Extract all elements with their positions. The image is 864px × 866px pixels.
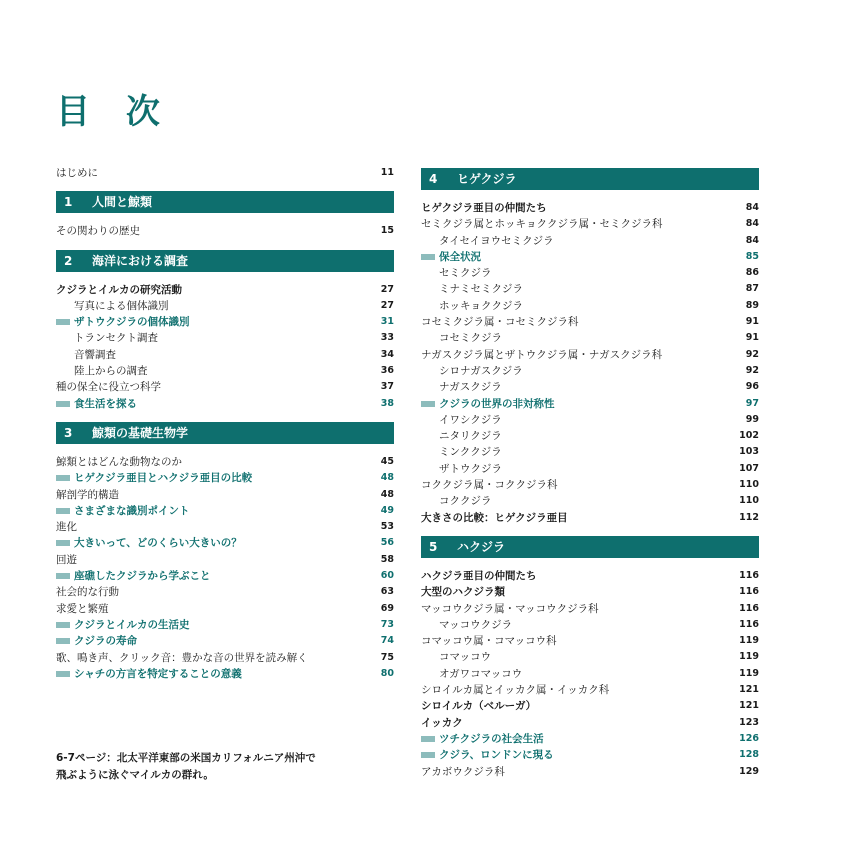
- entry-label: 保全状況: [421, 249, 481, 265]
- entry-page: 116: [739, 586, 759, 598]
- entry-page: 84: [745, 234, 759, 246]
- entry-label: 座礁したクジラから学ぶこと: [56, 568, 211, 584]
- toc-left-column: [56, 165, 394, 682]
- entry-page: 121: [739, 700, 759, 712]
- entry-label: クジラとイルカの研究活動: [56, 283, 182, 296]
- entry-page: 31: [380, 316, 394, 328]
- toc-entry[interactable]: [421, 314, 759, 330]
- entry-page: 11: [380, 167, 394, 178]
- entry-page: 119: [739, 651, 759, 663]
- entry-label: 解剖学的構造: [56, 488, 119, 501]
- toc-entry-feature[interactable]: [56, 503, 394, 519]
- entry-page: 119: [739, 667, 759, 679]
- entry-page: 27: [380, 299, 394, 311]
- entry-page: 103: [739, 446, 759, 458]
- entry-page: 63: [380, 586, 394, 598]
- entry-page: 53: [380, 521, 394, 533]
- toc-entry-feature[interactable]: [56, 396, 394, 412]
- entry-label: コククジラ: [439, 495, 492, 508]
- entry-page: 116: [739, 602, 759, 614]
- entry-page: 87: [745, 283, 759, 295]
- entry-label: 音響調査: [74, 348, 116, 361]
- entry-page: 69: [380, 602, 394, 614]
- entry-label: イワシクジラ: [439, 413, 502, 426]
- entry-page: 85: [745, 250, 759, 262]
- entry-page: 48: [380, 488, 394, 500]
- entry-label: 求愛と繁殖: [56, 602, 109, 615]
- entry-page: 33: [380, 332, 394, 344]
- section-header-2[interactable]: [56, 250, 394, 272]
- entry-label: セミクジラ属とホッキョククジラ属・セミクジラ科: [421, 218, 663, 231]
- page-title: 目 次: [56, 92, 172, 132]
- toc-entry[interactable]: [421, 281, 759, 297]
- entry-label: ナガスクジラ属とザトウクジラ属・ナガスクジラ科: [421, 348, 663, 361]
- entry-label: クジラの寿命: [56, 633, 137, 649]
- entry-label: ミナミセミクジラ: [439, 283, 523, 296]
- entry-label: 大きいって、どのくらい大きいの？: [56, 535, 242, 551]
- entry-page: 91: [745, 316, 759, 328]
- toc-entry[interactable]: [421, 265, 759, 281]
- entry-page: 123: [739, 716, 759, 728]
- toc-entry-feature[interactable]: [56, 470, 394, 486]
- entry-label: 歌、鳴き声、クリック音：豊かな音の世界を読み解く: [56, 651, 308, 664]
- toc-entry[interactable]: [421, 698, 759, 714]
- entry-page: 97: [745, 397, 759, 409]
- toc-entry[interactable]: [421, 682, 759, 698]
- toc-right-column: [421, 168, 759, 780]
- toc-entry[interactable]: [56, 330, 394, 346]
- entry-label: ニタリクジラ: [439, 430, 502, 443]
- entry-label: コセミクジラ属・コセミクジラ科: [421, 316, 579, 329]
- toc-entry-feature[interactable]: [56, 568, 394, 584]
- entry-page: 92: [745, 364, 759, 376]
- entry-page: 96: [745, 381, 759, 393]
- toc-entry[interactable]: [421, 601, 759, 617]
- toc-entry[interactable]: [421, 764, 759, 780]
- entry-label: 大型のハクジラ類: [421, 586, 505, 599]
- entry-page: 92: [745, 348, 759, 360]
- toc-entry[interactable]: [421, 617, 759, 633]
- entry-page: 58: [380, 553, 394, 565]
- entry-page: 49: [380, 504, 394, 516]
- entry-label: マッコウクジラ: [439, 618, 513, 631]
- entry-label: さまざまな識別ポイント: [56, 503, 190, 519]
- entry-label: シロナガスクジラ: [439, 364, 523, 377]
- toc-entry-feature[interactable]: [56, 535, 394, 551]
- section-number: 2: [64, 253, 73, 268]
- entry-label: シロイルカ（ベルーガ）: [421, 700, 537, 713]
- section-header-1[interactable]: [56, 191, 394, 213]
- entry-page: 126: [739, 732, 759, 744]
- toc-entry[interactable]: [421, 347, 759, 363]
- entry-page: 45: [380, 455, 394, 467]
- toc-entry[interactable]: [421, 461, 759, 477]
- toc-entry[interactable]: [421, 666, 759, 682]
- toc-entry[interactable]: [421, 216, 759, 232]
- photo-caption: [56, 750, 316, 784]
- toc-entry[interactable]: [421, 649, 759, 665]
- caption-line: 6-7ページ：北太平洋東部の米国カリフォルニア州沖で: [56, 752, 316, 764]
- toc-entry[interactable]: [56, 363, 394, 379]
- section-number: 3: [64, 425, 73, 440]
- toc-entry-feature[interactable]: [56, 617, 394, 633]
- entry-label: ザトウクジラ: [439, 462, 502, 475]
- entry-page: 75: [380, 651, 394, 663]
- toc-entry[interactable]: [421, 584, 759, 600]
- entry-page: 37: [380, 381, 394, 393]
- entry-page: 74: [380, 635, 394, 647]
- entry-page: 84: [745, 218, 759, 230]
- toc-entry[interactable]: [421, 477, 759, 493]
- section-title: 海洋における調査: [92, 253, 189, 268]
- section-header-5[interactable]: [421, 536, 759, 558]
- toc-entry[interactable]: [56, 552, 394, 568]
- entry-page: 86: [745, 267, 759, 279]
- entry-label: ツチクジラの社会生活: [421, 731, 544, 747]
- entry-label: ヒゲクジラ亜目の仲間たち: [421, 202, 547, 214]
- entry-page: 15: [380, 225, 394, 237]
- toc-entry[interactable]: [421, 493, 759, 509]
- entry-page: 91: [745, 332, 759, 344]
- toc-entry[interactable]: [56, 347, 394, 363]
- entry-label: ホッキョククジラ: [439, 299, 523, 312]
- toc-entry[interactable]: [421, 330, 759, 346]
- entry-label: その関わりの歴史: [56, 225, 140, 238]
- entry-label: 社会的な行動: [56, 586, 119, 599]
- entry-page: 107: [739, 462, 759, 474]
- section-title: 人間と鯨類: [92, 195, 153, 210]
- toc-entry-feature[interactable]: [56, 314, 394, 330]
- entry-label: マッコウクジラ属・マッコウクジラ科: [421, 602, 599, 615]
- entry-page: 99: [745, 413, 759, 425]
- toc-entry-feature[interactable]: [56, 666, 394, 682]
- section-title: ハクジラ: [457, 539, 506, 554]
- entry-label: 写真による個体識別: [74, 299, 169, 312]
- entry-label: 種の保全に役立つ科学: [56, 381, 161, 394]
- entry-page: 38: [380, 397, 394, 409]
- section-number: 4: [429, 172, 438, 186]
- entry-label: シロイルカ属とイッカク属・イッカク科: [421, 684, 610, 697]
- toc-entry-feature[interactable]: [421, 396, 759, 412]
- entry-label: コククジラ属・コククジラ科: [421, 479, 558, 492]
- entry-label: クジラの世界の非対称性: [421, 396, 555, 412]
- entry-label: ハクジラ亜目の仲間たち: [421, 569, 537, 582]
- toc-entry[interactable]: [56, 601, 394, 617]
- entry-page: 80: [380, 667, 394, 679]
- toc-entry[interactable]: [56, 487, 394, 503]
- toc-entry[interactable]: [421, 233, 759, 249]
- section-header-4[interactable]: [421, 168, 759, 190]
- toc-entry[interactable]: [421, 510, 759, 526]
- entry-page: 48: [380, 472, 394, 484]
- entry-page: 119: [739, 635, 759, 647]
- entry-label: ザトウクジラの個体識別: [56, 314, 190, 330]
- toc-entry-feature[interactable]: [421, 731, 759, 747]
- entry-page: 110: [739, 495, 759, 507]
- section-number: 5: [429, 539, 438, 554]
- toc-entry[interactable]: [56, 584, 394, 600]
- entry-page: 116: [739, 569, 759, 581]
- entry-label: クジラとイルカの生活史: [56, 617, 190, 633]
- entry-label: 大きさの比較：ヒゲクジラ亜目: [421, 511, 568, 524]
- entry-label: ナガスクジラ: [439, 381, 502, 394]
- toc-entry[interactable]: [56, 519, 394, 535]
- entry-page: 128: [739, 749, 759, 761]
- toc-entry-intro[interactable]: [56, 165, 394, 181]
- entry-label: イッカク: [421, 716, 463, 729]
- section-title: ヒゲクジラ: [457, 172, 517, 186]
- toc-entry[interactable]: [421, 412, 759, 428]
- entry-page: 121: [739, 684, 759, 696]
- section-number: 1: [64, 195, 73, 210]
- entry-label: コマッコウ: [439, 651, 492, 664]
- entry-page: 102: [739, 430, 759, 442]
- entry-page: 27: [380, 283, 394, 295]
- entry-label: 食生活を探る: [56, 396, 137, 412]
- toc-entry[interactable]: [421, 428, 759, 444]
- toc-entry-feature[interactable]: [421, 249, 759, 265]
- entry-page: 112: [739, 511, 759, 523]
- entry-label: ヒゲクジラ亜目とハクジラ亜目の比較: [56, 470, 252, 486]
- entry-page: 73: [380, 618, 394, 630]
- entry-label: コセミクジラ: [439, 332, 502, 345]
- toc-entry[interactable]: [421, 568, 759, 584]
- toc-entry[interactable]: [421, 444, 759, 460]
- toc-entry[interactable]: [56, 454, 394, 470]
- entry-page: 36: [380, 365, 394, 377]
- toc-entry[interactable]: [421, 298, 759, 314]
- toc-entry[interactable]: [421, 633, 759, 649]
- entry-page: 56: [380, 537, 394, 549]
- entry-label: オガワコマッコウ: [439, 667, 523, 680]
- entry-label: シャチの方言を特定することの意義: [56, 666, 242, 682]
- entry-page: 89: [745, 299, 759, 311]
- toc-entry[interactable]: [56, 298, 394, 314]
- section-title: 鯨類の基礎生物学: [92, 425, 189, 440]
- toc-entry-feature[interactable]: [56, 633, 394, 649]
- entry-label: タイセイヨウセミクジラ: [439, 234, 554, 247]
- entry-label: 陸上からの調査: [74, 365, 148, 378]
- entry-page: 34: [380, 348, 394, 360]
- entry-page: 129: [739, 765, 759, 777]
- toc-entry[interactable]: [56, 379, 394, 395]
- toc-entry[interactable]: [56, 223, 394, 239]
- entry-page: 116: [739, 618, 759, 630]
- entry-label: コマッコウ属・コマッコウ科: [421, 635, 557, 648]
- toc-entry-feature[interactable]: [421, 747, 759, 763]
- toc-entry[interactable]: [56, 650, 394, 666]
- caption-line: 飛ぶように泳ぐマイルカの群れ。: [56, 769, 214, 781]
- toc-entry[interactable]: [421, 363, 759, 379]
- section-header-3[interactable]: [56, 422, 394, 444]
- entry-page: 60: [380, 570, 394, 582]
- entry-label: はじめに: [56, 167, 98, 179]
- entry-label: 進化: [56, 521, 77, 534]
- entry-label: 回遊: [56, 553, 77, 566]
- toc-entry[interactable]: [421, 200, 759, 216]
- entry-page: 110: [739, 479, 759, 491]
- entry-label: アカボウクジラ科: [421, 765, 505, 778]
- toc-entry[interactable]: [56, 282, 394, 298]
- toc-entry[interactable]: [421, 715, 759, 731]
- entry-label: 鯨類とはどんな動物なのか: [56, 455, 182, 468]
- entry-label: セミクジラ: [439, 267, 492, 280]
- entry-page: 84: [745, 202, 759, 213]
- toc-entry[interactable]: [421, 379, 759, 395]
- entry-label: ミンククジラ: [439, 446, 502, 459]
- entry-label: クジラ、ロンドンに現る: [421, 747, 554, 763]
- entry-label: トランセクト調査: [74, 332, 158, 345]
